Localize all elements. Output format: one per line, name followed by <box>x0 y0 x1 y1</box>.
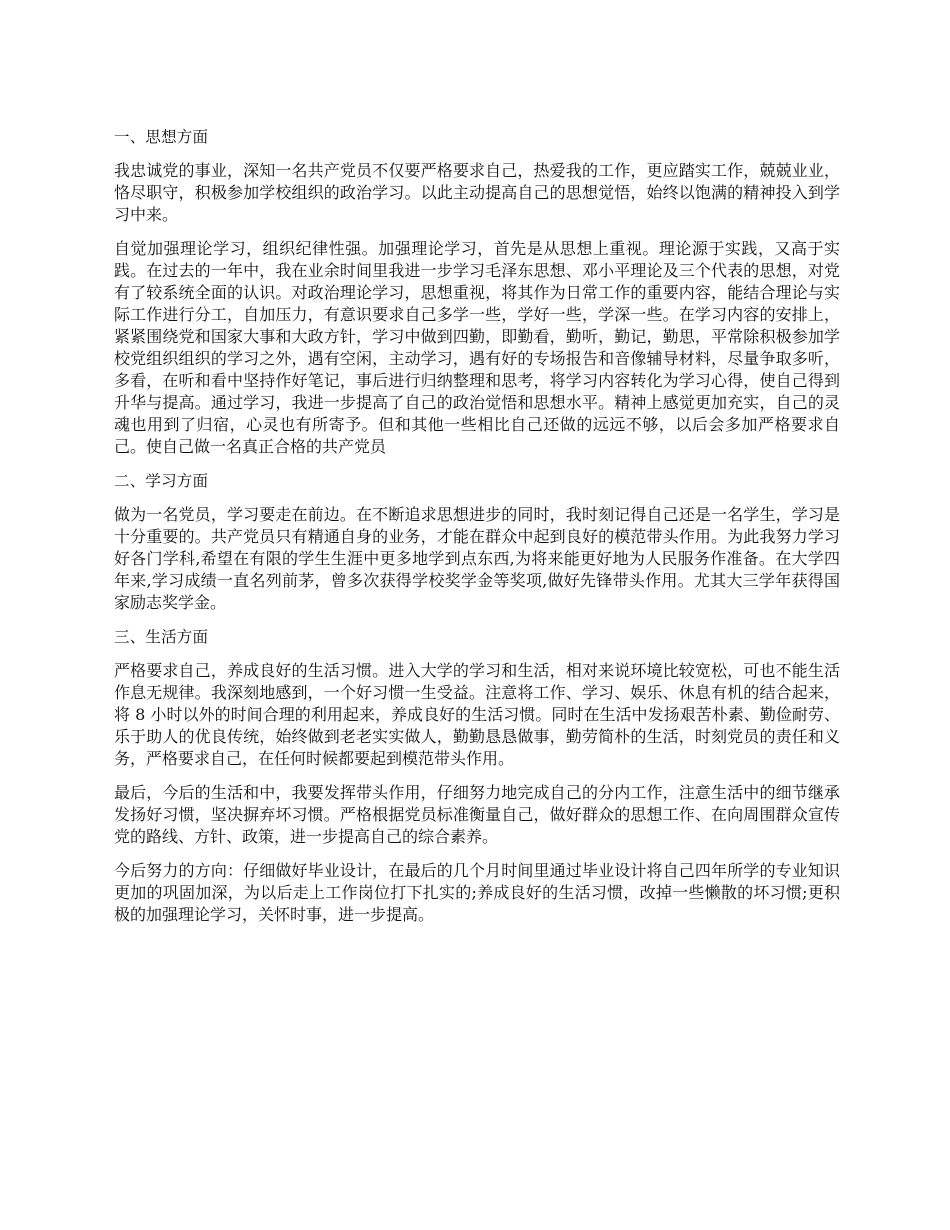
paragraph-study-1: 做为一名党员，学习要走在前边。在不断追求思想进步的同时，我时刻记得自己还是一名学生，学习是十分重要的。共产党员只有精通自身的业务，才能在群众中起到良好的模范带头作用。为此我努力学习好各门学科,希望在有限的学生生涯中更多地学到点东西,为将来能更好地为人民服务作准备。在大学四年来,学习成绩一直名列前茅，曾多次获得学校奖学金等奖项,做好先锋带头作用。尤其大三学年获得国家励志奖学金。 <box>114 505 840 612</box>
paragraph-life-1: 严格要求自己，养成良好的生活习惯。进入大学的学习和生活，相对来说环境比较宽松，可也不能生活作息无规律。我深刻地感到，一个好习惯一生受益。注意将工作、学习、娱乐、休息有机的结合起来，将 8 小时以外的时间合理的利用起来，养成良好的生活习惯。同时在生活中发扬艰苦朴素、勤俭耐劳、乐于助人的优良传统，始终做到老老实实做人，勤勤恳恳做事，勤劳简朴的生活，时刻党员的责任和义务，严格要求自己，在任何时候都要起到模范带头作用。 <box>114 661 840 768</box>
paragraph-ideology-2: 自觉加强理论学习，组织纪律性强。加强理论学习，首先是从思想上重视。理论源于实践，又高于实践。在过去的一年中，我在业余时间里我进一步学习毛泽东思想、邓小平理论及三个代表的思想，对党有了较系统全面的认识。对政治理论学习，思想重视，将其作为日常工作的重要内容，能结合理论与实际工作进行分工，自加压力，有意识要求自己多学一些，学好一些，学深一些。在学习内容的安排上，紧紧围绕党和国家大事和大政方针，学习中做到四勤，即勤看，勤听，勤记，勤思，平常除积极参加学校党组织组织的学习之外，遇有空闲，主动学习，遇有好的专场报告和音像辅导材料，尽量争取多听，多看，在听和看中坚持作好笔记，事后进行归纳整理和思考，将学习内容转化为学习心得，使自己得到升华与提高。通过学习，我进一步提高了自己的政治觉悟和思想水平。精神上感觉更加充实，自己的灵魂也用到了归宿，心灵也有所寄予。但和其他一些相比自己还做的远远不够，以后会多加严格要求自己。使自己做一名真正合格的共产党员 <box>114 239 840 456</box>
section-heading-ideology: 一、思想方面 <box>114 128 209 146</box>
section-heading-life: 三、生活方面 <box>114 628 209 646</box>
section-heading-study: 二、学习方面 <box>114 472 209 490</box>
paragraph-ideology-1: 我忠诚党的事业，深知一名共产党员不仅要严格要求自己，热爱我的工作，更应踏实工作，兢兢业业，恪尽职守，积极参加学校组织的政治学习。以此主动提高自己的思想觉悟，始终以饱满的精神投入到学习中来。 <box>114 161 840 224</box>
paragraph-life-2: 最后，今后的生活和中，我要发挥带头作用，仔细努力地完成自己的分内工作，注意生活中的细节继承发扬好习惯，坚决摒弃坏习惯。严格根据党员标准衡量自己，做好群众的思想工作、在向周围群众宣传党的路线、方针、政策，进一步提高自己的综合素养。 <box>114 783 840 846</box>
paragraph-life-3: 今后努力的方向：仔细做好毕业设计，在最后的几个月时间里通过毕业设计将自己四年所学的专业知识更加的巩固加深，为以后走上工作岗位打下扎实的;养成良好的生活习惯，改掉一些懒散的坏习惯;更积极的加强理论学习，关怀时事，进一步提高。 <box>114 861 840 924</box>
document-body <box>114 126 840 938</box>
